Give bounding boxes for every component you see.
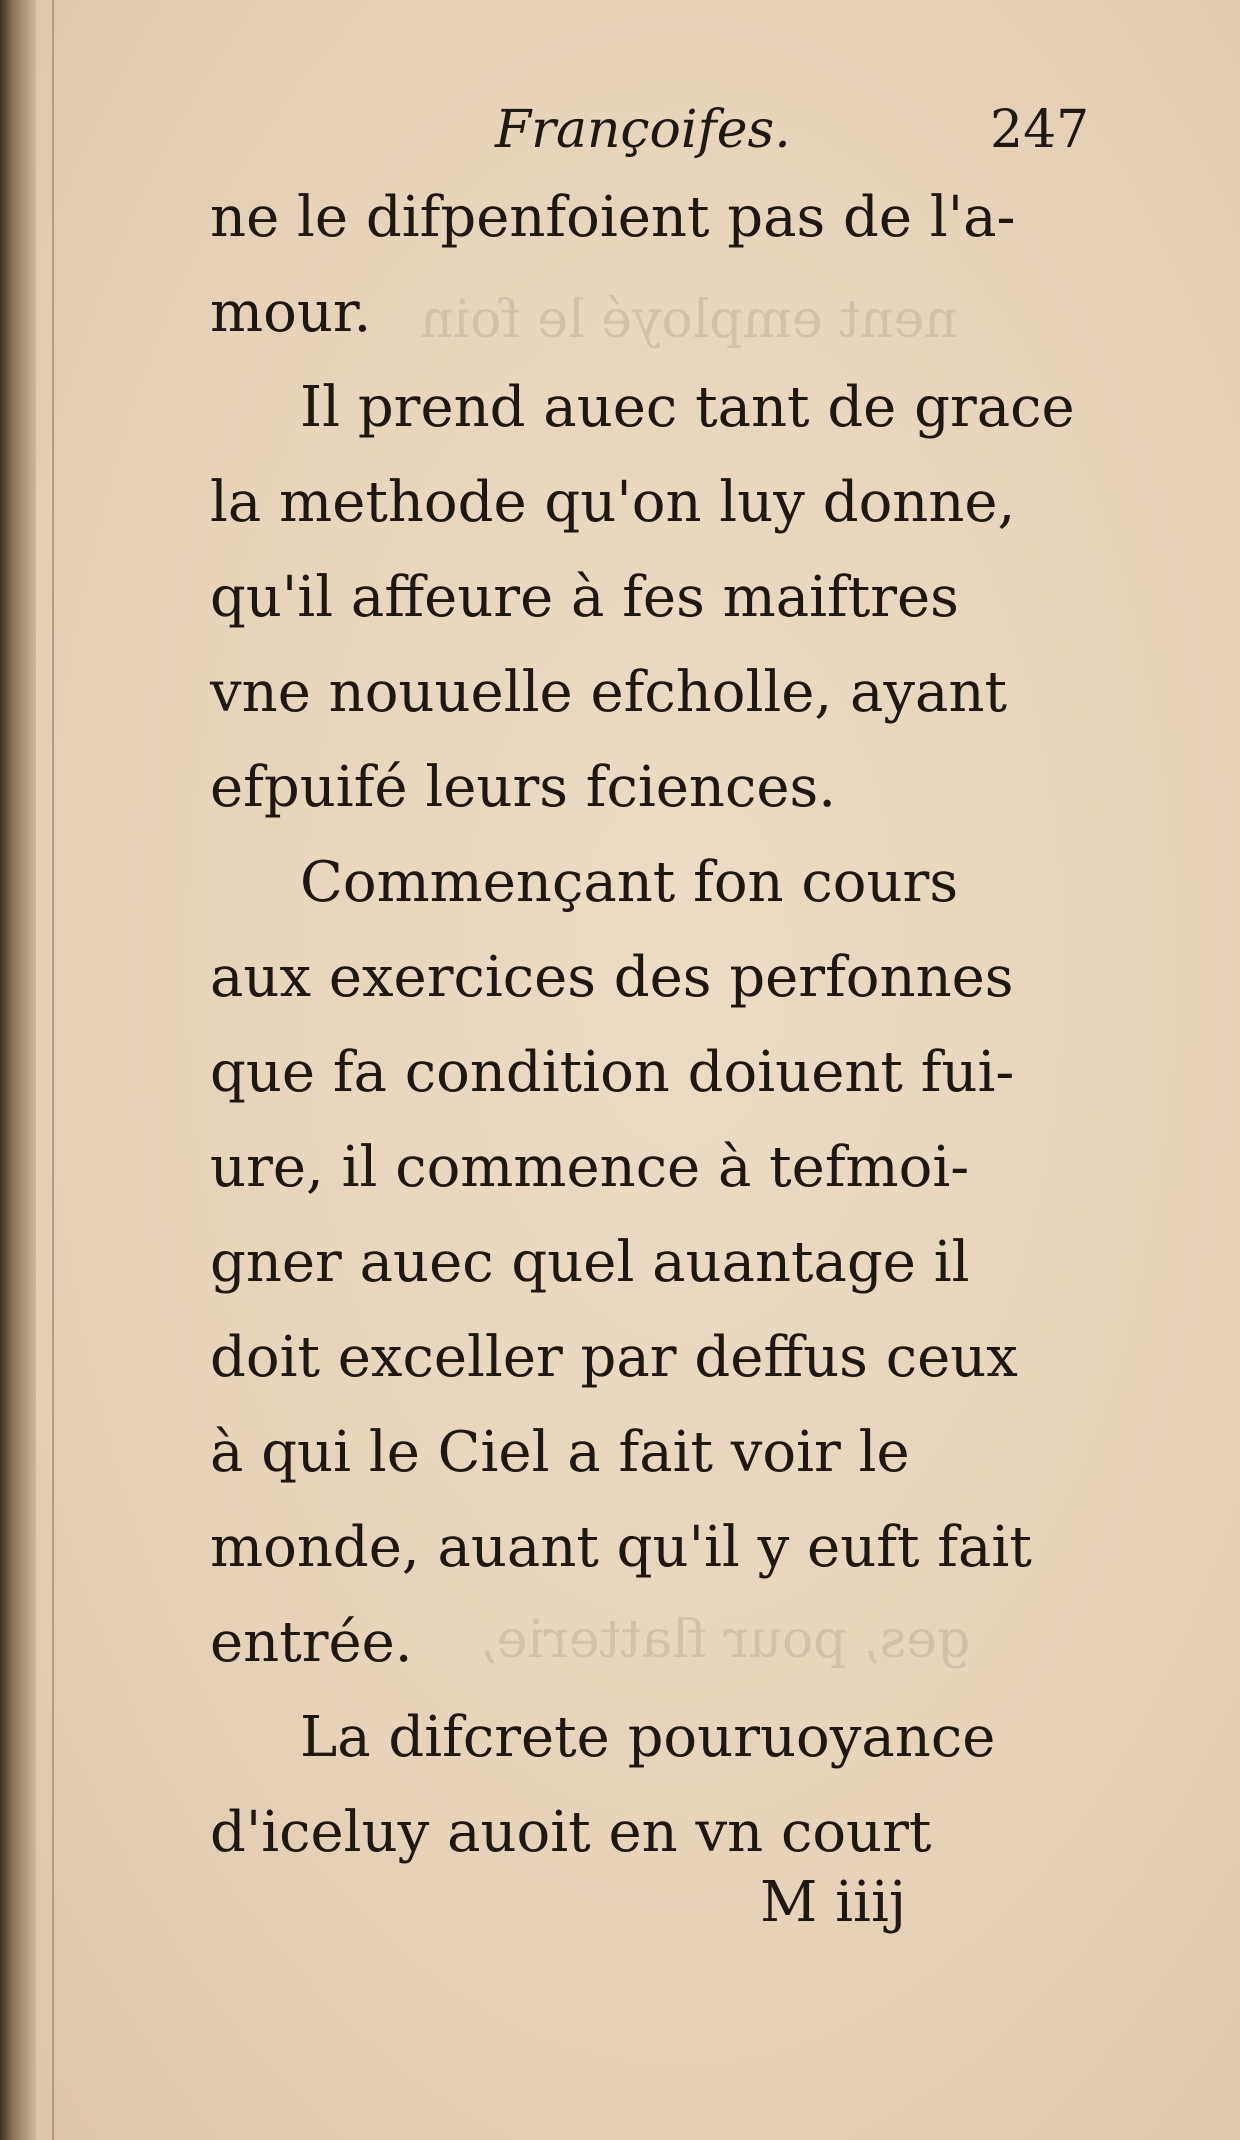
text-line: efpuifé leurs fciences. bbox=[210, 755, 837, 820]
text-line: que fa condition doiuent fui- bbox=[210, 1040, 1015, 1105]
text-line: monde, auant qu'il y euft fait bbox=[210, 1515, 1032, 1580]
bleed-through: ges, pour flatterie, bbox=[480, 1610, 971, 1670]
text-line: Commençant fon cours bbox=[300, 850, 959, 915]
running-head: Françoifes. bbox=[495, 100, 791, 160]
text-line: d'iceluy auoit en vn court bbox=[210, 1800, 932, 1865]
bleed-through: nent employé le foin bbox=[420, 290, 958, 350]
text-line: doit exceller par deffus ceux bbox=[210, 1325, 1018, 1390]
text-line: à qui le Ciel a fait voir le bbox=[210, 1420, 910, 1485]
page-number: 247 bbox=[990, 100, 1090, 160]
text-line: la methode qu'on luy donne, bbox=[210, 470, 1016, 535]
text-line: Il prend auec tant de grace bbox=[300, 375, 1075, 440]
text-line: qu'il affeure à fes maiftres bbox=[210, 565, 959, 630]
page-edge bbox=[52, 0, 54, 2140]
text-line: ne le difpenfoient pas de l'a- bbox=[210, 185, 1016, 250]
text-line: gner auec quel auantage il bbox=[210, 1230, 970, 1295]
text-line: ure, il commence à tefmoi- bbox=[210, 1135, 970, 1200]
page-gutter bbox=[0, 0, 36, 2140]
text-line: vne nouuelle efcholle, ayant bbox=[210, 660, 1008, 725]
text-line: La difcrete pouruoyance bbox=[300, 1705, 996, 1770]
text-line: aux exercices des perfonnes bbox=[210, 945, 1014, 1010]
text-line: mour. bbox=[210, 280, 372, 345]
signature-mark: M iiij bbox=[760, 1870, 907, 1935]
text-line: entrée. bbox=[210, 1610, 413, 1675]
